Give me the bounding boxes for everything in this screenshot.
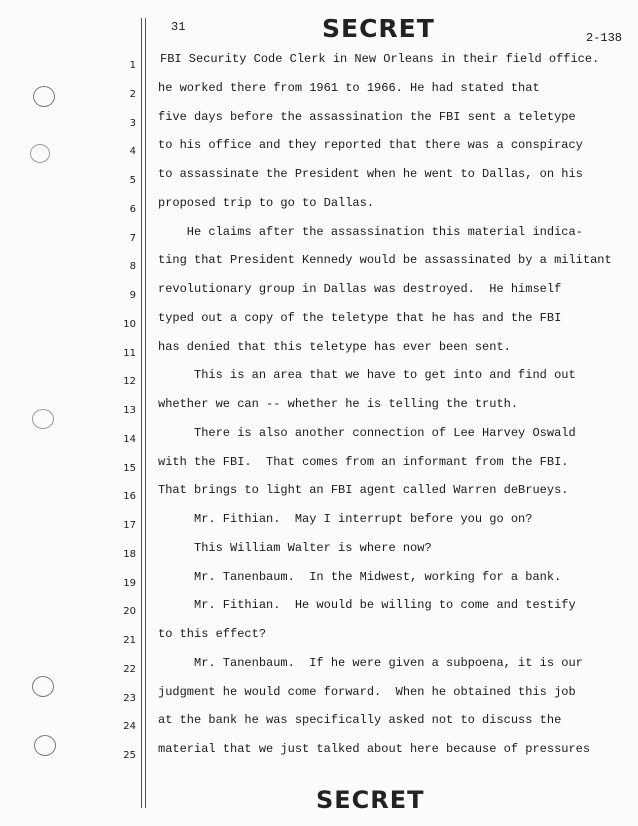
punch-hole (30, 144, 50, 163)
punch-hole (34, 735, 56, 756)
line-number: 13 (123, 405, 136, 416)
transcript-line: he worked there from 1961 to 1966. He had stated that (158, 80, 540, 95)
line-number: 20 (123, 606, 136, 618)
line-number: 11 (123, 347, 136, 359)
line-number: 6 (129, 203, 136, 215)
line-number: 4 (129, 146, 136, 158)
transcript-line: ting that President Kennedy would be assassinated by a militant (158, 253, 612, 268)
transcript-line: at the bank he was specifically asked not to discuss the (158, 713, 562, 728)
line-number: 14 (123, 433, 136, 445)
transcript-line: Mr. Tanenbaum. In the Midwest, working for a bank. (158, 569, 562, 584)
page-number: 31 (171, 20, 186, 34)
line-number: 9 (129, 290, 136, 301)
transcript-line: proposed trip to go to Dallas. (158, 195, 375, 210)
transcript-line: That brings to light an FBI agent called Warren deBrueys. (158, 483, 569, 498)
punch-hole (32, 409, 54, 429)
line-number: 25 (123, 750, 136, 761)
transcript-line: Mr. Fithian. May I interrupt before you go on? (158, 512, 533, 526)
margin-rule (145, 18, 146, 808)
line-number: 22 (123, 663, 136, 675)
transcript-line: whether we can -- whether he is telling the truth. (158, 397, 519, 411)
transcript-line: material that we just talked about here because of pressures (158, 742, 591, 756)
transcript-line: has denied that this teletype has ever been sent. (158, 339, 511, 354)
transcript-line: There is also another connection of Lee Harvey Oswald (158, 425, 576, 440)
transcript-line: revolutionary group in Dallas was destroyed. He himself (158, 282, 562, 296)
line-number: 7 (129, 232, 136, 244)
punch-hole (32, 676, 54, 697)
line-number: 18 (123, 548, 136, 560)
transcript-line: Mr. Tanenbaum. If he were given a subpoena, it is our (158, 655, 583, 670)
reference-number: 2-138 (586, 31, 623, 45)
transcript-line: This is an area that we have to get into and find out (158, 368, 576, 383)
transcript-line: to this effect? (158, 627, 267, 641)
line-number: 19 (123, 577, 136, 589)
transcript-line: He claims after the assassination this material indica- (158, 224, 583, 239)
line-number: 3 (129, 117, 136, 129)
classification-stamp-top: SECRET (322, 14, 435, 43)
line-number: 24 (123, 721, 136, 733)
line-number: 10 (123, 318, 136, 330)
transcript-line: This William Walter is where now? (158, 540, 432, 555)
classification-stamp-bottom: SECRET (316, 786, 425, 814)
transcript-line: with the FBI. That comes from an informant from the FBI. (158, 454, 569, 469)
transcript-line: FBI Security Code Clerk in New Orleans in their field office. (160, 52, 600, 66)
margin-rule (141, 18, 142, 808)
line-number: 12 (123, 376, 136, 388)
line-number: 2 (129, 88, 136, 100)
line-number: 8 (129, 261, 136, 273)
punch-hole (33, 86, 55, 107)
transcript-line: typed out a copy of the teletype that he has and the FBI (158, 310, 562, 325)
line-number: 21 (123, 635, 136, 646)
transcript-line: to his office and they reported that there was a conspiracy (158, 138, 583, 153)
transcript-line: to assassinate the President when he went to Dallas, on his (158, 167, 583, 181)
transcript-line: Mr. Fithian. He would be willing to come and testify (158, 598, 576, 613)
line-number: 16 (123, 491, 136, 503)
line-number: 23 (123, 692, 136, 704)
line-number: 5 (129, 175, 136, 186)
transcript-line: five days before the assassination the FBI sent a teletype (158, 109, 576, 124)
line-number: 1 (129, 60, 136, 71)
line-number: 17 (123, 520, 136, 531)
line-number: 15 (123, 462, 136, 474)
transcript-line: judgment he would come forward. When he obtained this job (158, 684, 576, 699)
